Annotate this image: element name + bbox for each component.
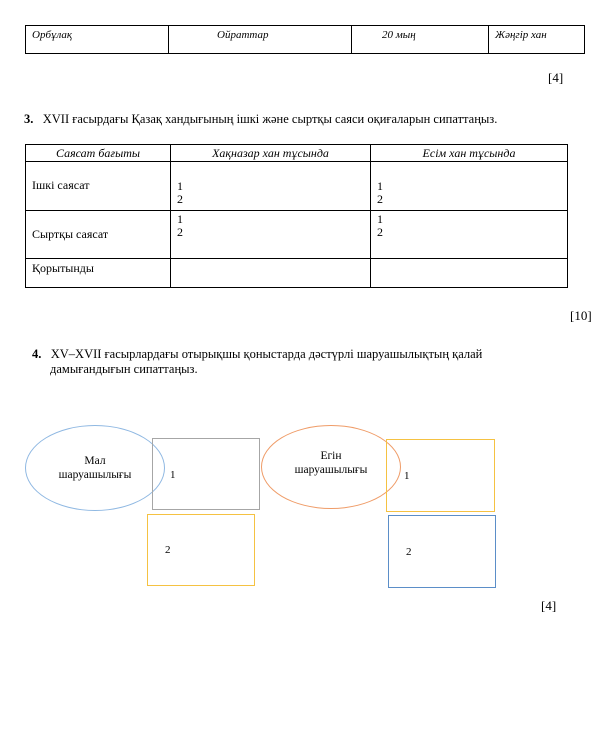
answer-row-table: [25, 25, 585, 54]
box-number: 1: [170, 469, 176, 481]
box-number: 2: [406, 546, 412, 558]
farming-ellipse: [261, 425, 401, 509]
item-number: 1: [177, 212, 183, 226]
answer-cell[interactable]: [171, 259, 371, 288]
livestock-label-line1: Мал: [84, 455, 106, 467]
answer-cell[interactable]: [171, 162, 371, 211]
answer-cell-enemy: Ойраттар: [169, 26, 352, 54]
score-q4: [4]: [541, 598, 557, 613]
item-number: 2: [177, 225, 183, 239]
row-label-internal: Ішкі саясат: [26, 162, 171, 211]
table-row: [26, 259, 568, 288]
question-4-line2: дамығандығын сипаттаңыз.: [50, 362, 198, 376]
policy-table: [25, 144, 568, 288]
livestock-label-line2: шаруашылығы: [58, 469, 132, 481]
livestock-answer-box-2[interactable]: [147, 514, 255, 586]
answer-cell-battle: Орбұлақ: [26, 26, 169, 54]
answer-cell[interactable]: [371, 259, 568, 288]
score-q2: [4]: [548, 70, 564, 85]
table-row: [26, 162, 568, 211]
question-3-number: 3.: [24, 112, 34, 126]
question-4-line1: XV–XVII ғасырлардағы отырықшы қоныстарда дәстүрлі шаруашылықтың қалай: [50, 347, 483, 361]
question-3-text: XVII ғасырдағы Қазақ хандығының ішкі және сыртқы саяси оқиғаларын сипаттаңыз.: [42, 112, 498, 126]
row-label-external: Сыртқы саясат: [26, 211, 171, 259]
item-number: 2: [377, 225, 383, 239]
item-number: 1: [377, 179, 383, 193]
farming-label-line1: Егін: [320, 450, 342, 462]
farming-answer-box-2[interactable]: [388, 515, 496, 588]
question-4: [32, 347, 482, 377]
score-q3: [10]: [570, 308, 592, 323]
box-number: 2: [165, 544, 171, 556]
item-number: 2: [377, 192, 383, 206]
livestock-answer-box-1[interactable]: [152, 438, 260, 510]
item-number: 2: [177, 192, 183, 206]
header-esim: Есім хан тұсында: [371, 145, 568, 162]
answer-cell-troops: 20 мың: [352, 26, 489, 54]
answer-cell[interactable]: [371, 211, 568, 259]
header-policy-direction: Саясат бағыты: [26, 145, 171, 162]
answer-cell[interactable]: [171, 211, 371, 259]
header-khaknazar: Хақназар хан тұсында: [171, 145, 371, 162]
question-4-number: 4.: [32, 347, 42, 361]
question-3: [24, 112, 497, 127]
table-row: [26, 211, 568, 259]
farming-label-line2: шаруашылығы: [294, 464, 368, 476]
farming-answer-box-1[interactable]: [386, 439, 495, 512]
answer-cell-khan: Жәңгір хан: [489, 26, 585, 54]
item-number: 1: [377, 212, 383, 226]
livestock-ellipse: [25, 425, 165, 511]
answer-cell[interactable]: [371, 162, 568, 211]
item-number: 1: [177, 179, 183, 193]
row-label-conclusion: Қорытынды: [26, 259, 171, 288]
box-number: 1: [404, 470, 410, 482]
